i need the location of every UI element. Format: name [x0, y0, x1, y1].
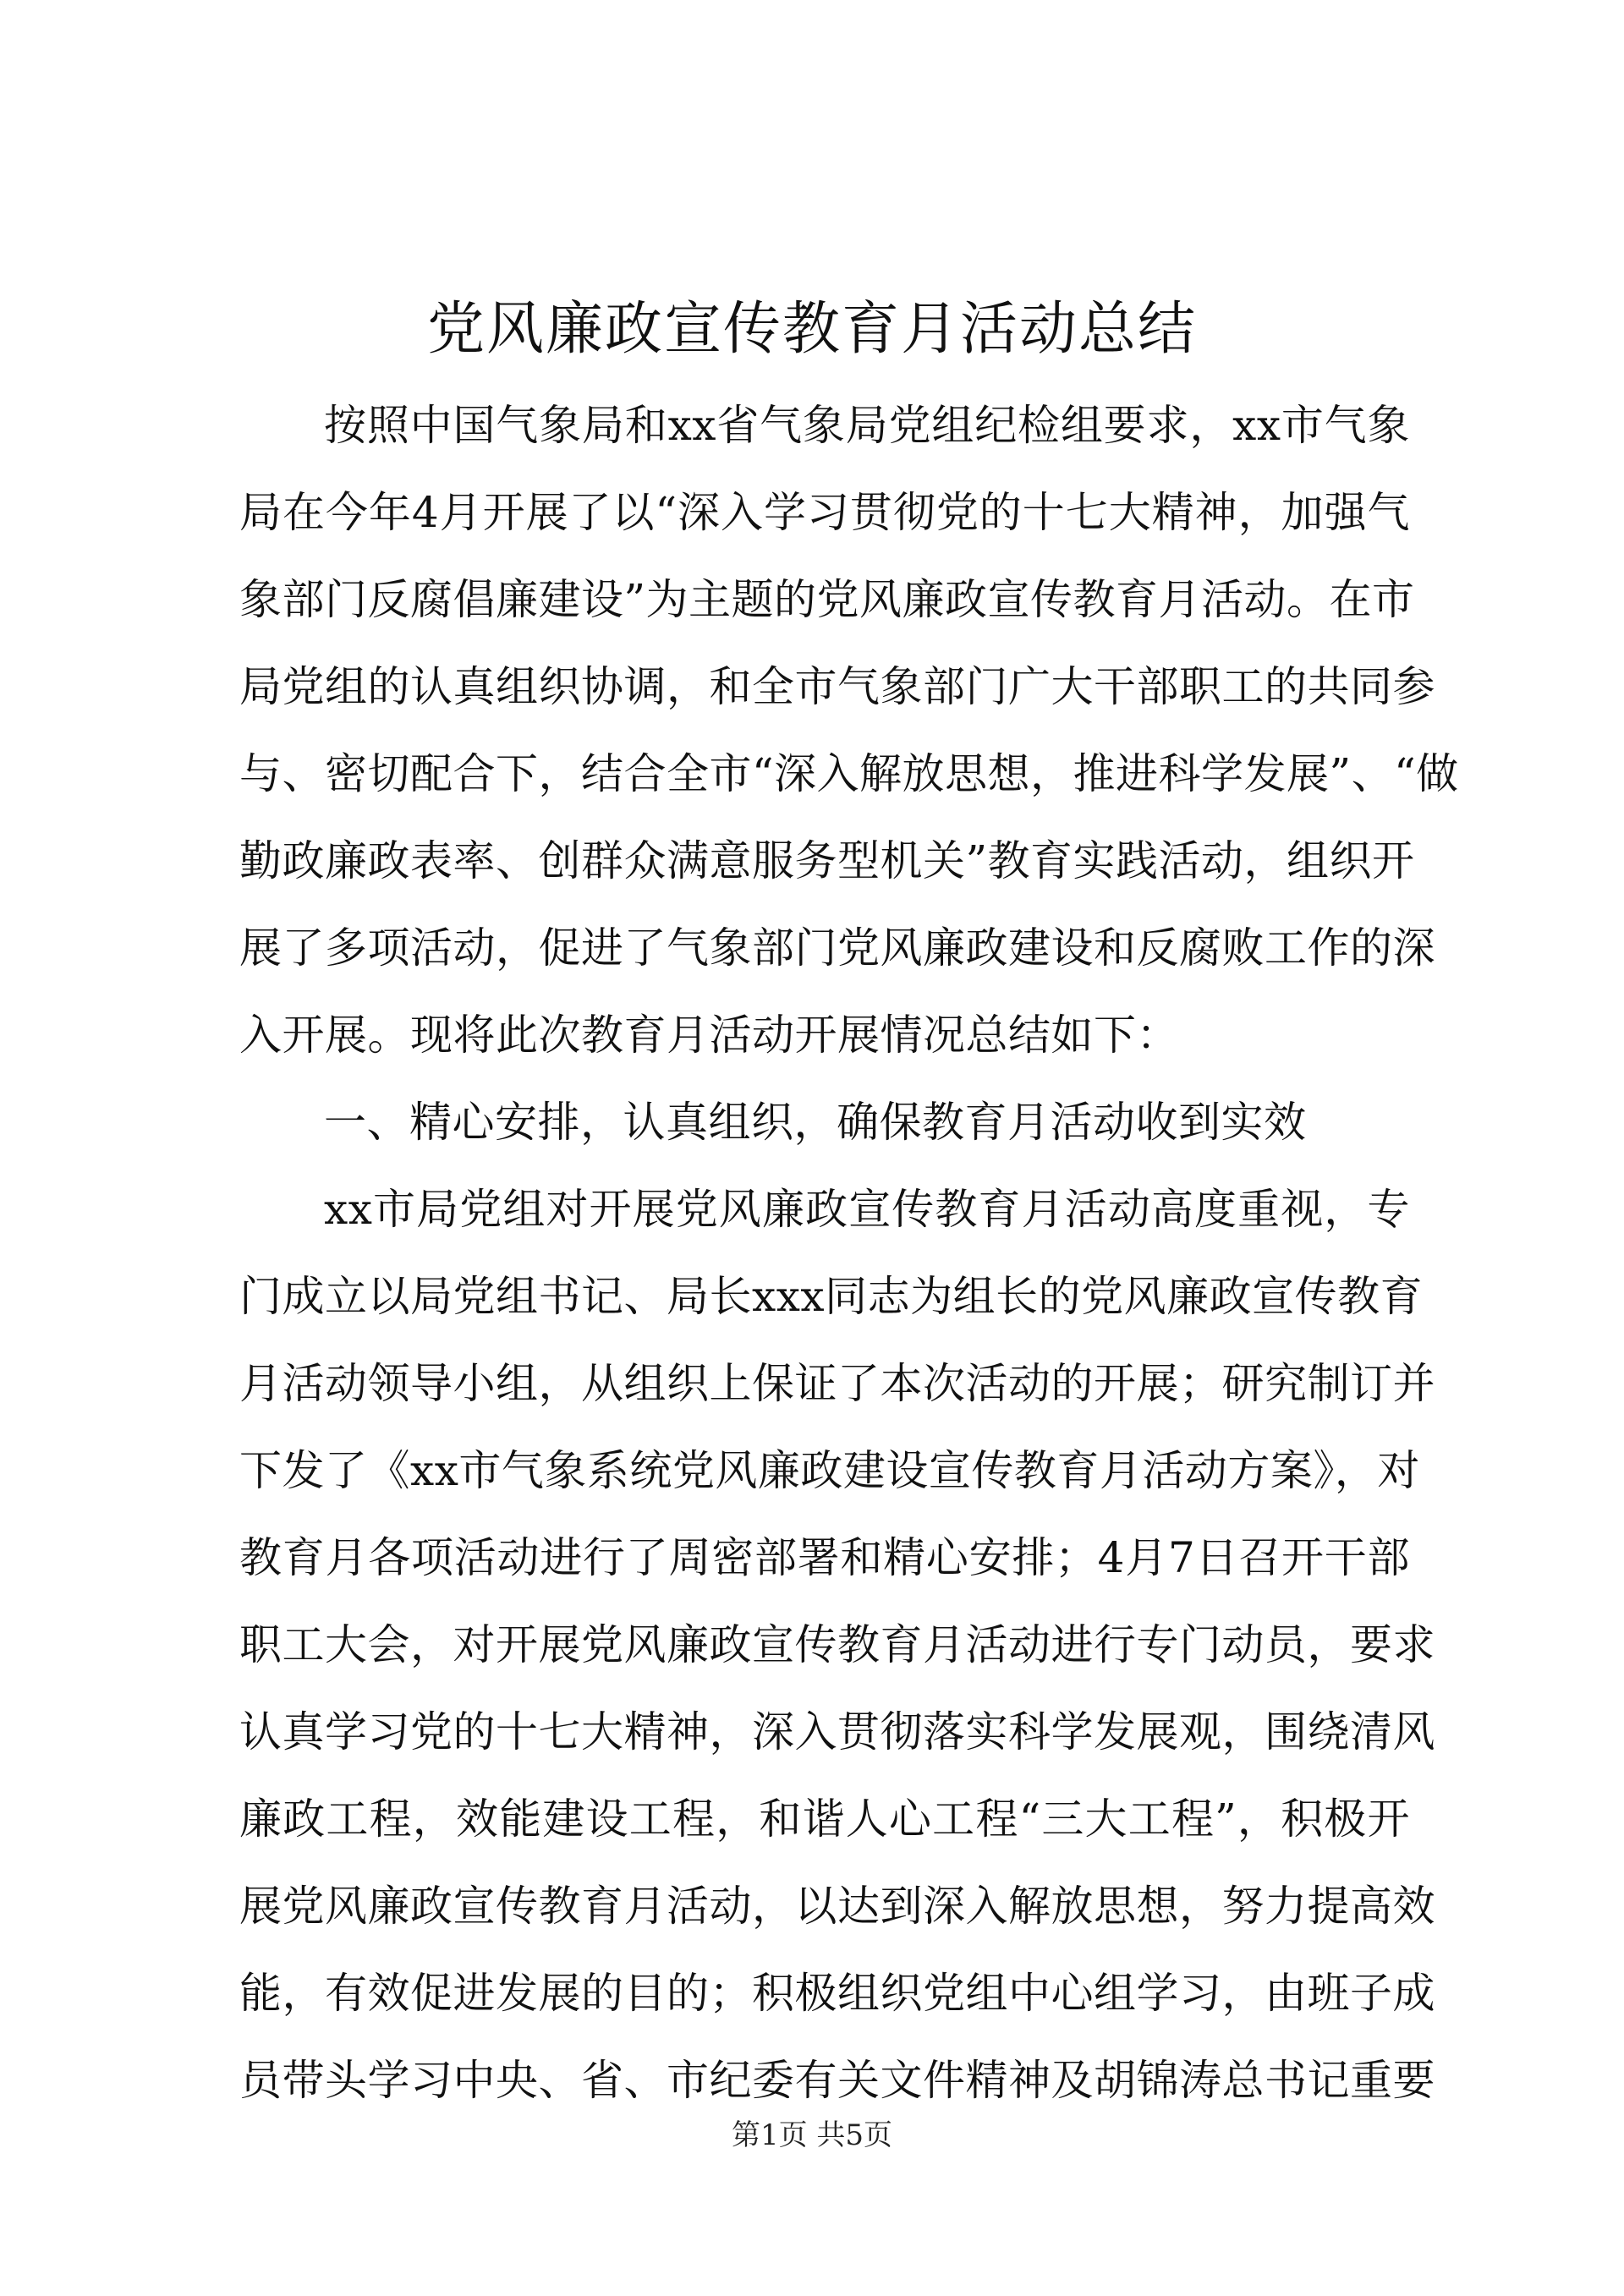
document-body: [239, 382, 1459, 2124]
paragraph-line: xx市局党组对开展党风廉政宣传教育月活动高度重视，专: [324, 1185, 1410, 1234]
paragraph-line: 局在今年4月开展了以“深入学习贯彻党的十七大精神，加强气: [239, 488, 1410, 537]
section-heading: 一、精心安排，认真组织，确保教育月活动收到实效: [324, 1098, 1307, 1147]
paragraph-line: 勤政廉政表率、创群众满意服务型机关”教育实践活动，组织开: [239, 836, 1415, 885]
paragraph-line: 象部门反腐倡廉建设”为主题的党风廉政宣传教育月活动。在市: [239, 575, 1415, 624]
paragraph-line: 按照中国气象局和xx省气象局党组纪检组要求，xx市气象: [324, 401, 1410, 450]
paragraph-line: 教育月各项活动进行了周密部署和精心安排；4月7日召开干部: [239, 1533, 1410, 1582]
page-number: 第1页 共5页: [731, 2118, 893, 2152]
paragraph-line: 月活动领导小组，从组织上保证了本次活动的开展；研究制订并: [239, 1359, 1435, 1408]
paragraph-line: 门成立以局党组书记、局长xxx同志为组长的党风廉政宣传教育: [239, 1272, 1424, 1321]
paragraph-line: 展了多项活动，促进了气象部门党风廉政建设和反腐败工作的深: [239, 923, 1435, 973]
paragraph-line: 与、密切配合下，结合全市“深入解放思想，推进科学发展”、“做: [239, 749, 1459, 798]
paragraph-line: 职工大会，对开展党风廉政宣传教育月活动进行专门动员，要求: [239, 1620, 1435, 1669]
paragraph-line: 局党组的认真组织协调，和全市气象部门广大干部职工的共同参: [239, 662, 1435, 711]
paragraph-line: 员带头学习中央、省、市纪委有关文件精神及胡锦涛总书记重要: [239, 2056, 1435, 2105]
paragraph-line: 展党风廉政宣传教育月活动，以达到深入解放思想，努力提高效: [239, 1882, 1435, 1931]
paragraph-line: 入开展。现将此次教育月活动开展情况总结如下：: [239, 1011, 1179, 1060]
document-title: 党风廉政宣传教育月活动总结: [426, 296, 1197, 363]
paragraph-line: 能，有效促进发展的目的；积极组织党组中心组学习，由班子成: [239, 1969, 1435, 2018]
paragraph-line: 廉政工程，效能建设工程，和谐人心工程“三大工程”，积极开: [239, 1795, 1410, 1844]
paragraph-line: 下发了《xx市气象系统党风廉政建设宣传教育月活动方案》，对: [239, 1446, 1420, 1495]
paragraph-line: 认真学习党的十七大精神，深入贯彻落实科学发展观，围绕清风: [239, 1707, 1435, 1756]
